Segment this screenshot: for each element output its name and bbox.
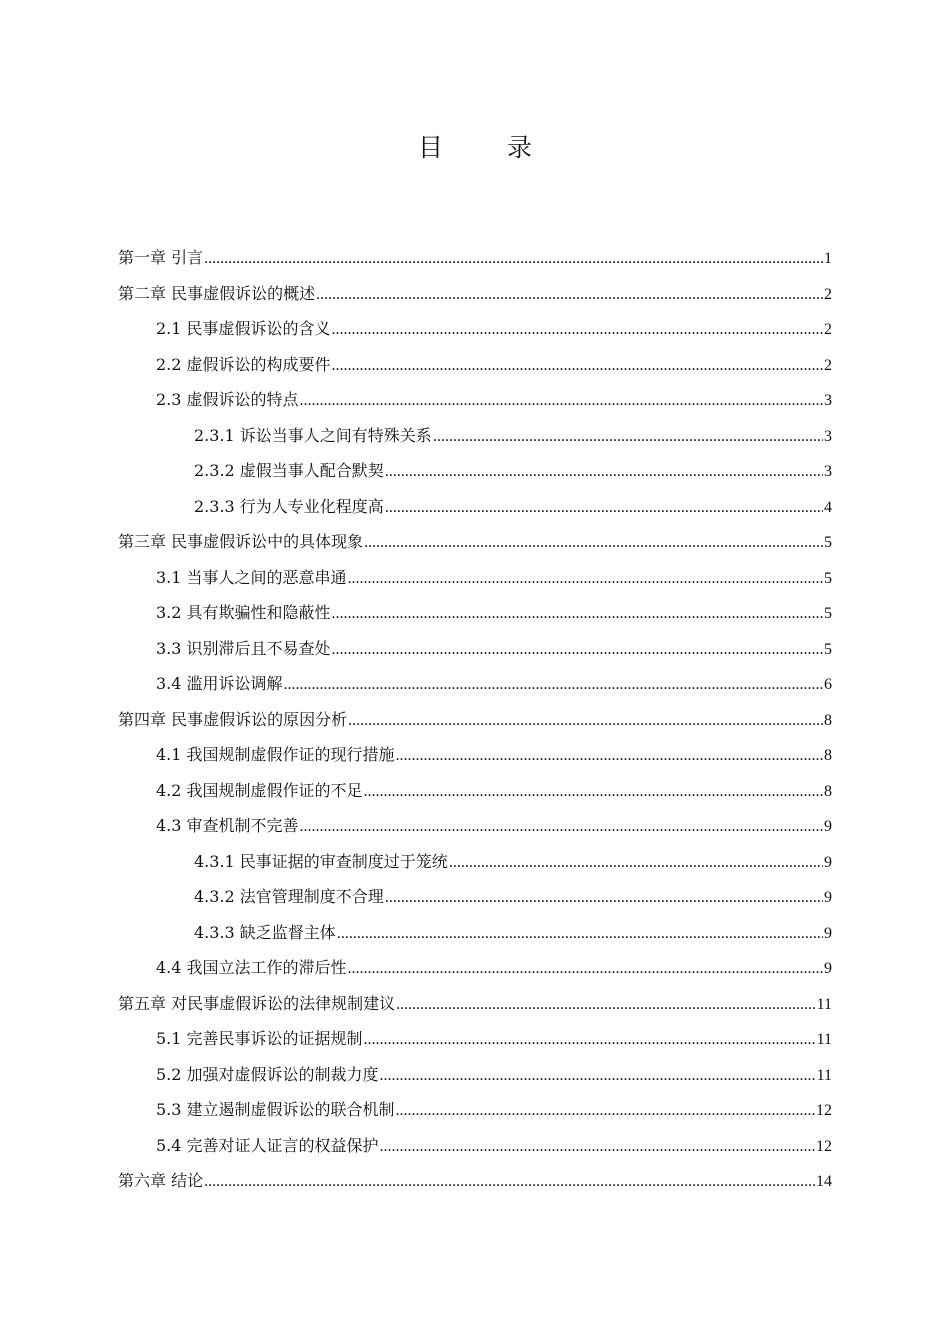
toc-entry[interactable]	[118, 530, 832, 554]
toc-page-number: 12	[816, 1102, 832, 1119]
toc-entry[interactable]	[118, 246, 832, 270]
toc-page-number: 5	[824, 534, 832, 551]
toc-entry-text: 3.2 具有欺骗性和隐蔽性	[156, 603, 331, 622]
toc-entry[interactable]	[194, 424, 832, 448]
toc-page-number: 3	[824, 463, 832, 480]
toc-entry-text: 4.3.3 缺乏监督主体	[194, 923, 336, 942]
toc-dot-leader	[348, 957, 823, 981]
toc-page-number: 4	[824, 499, 832, 516]
toc-dot-leader	[385, 496, 823, 520]
toc-page-number: 9	[824, 960, 832, 977]
toc-entry[interactable]	[194, 459, 832, 483]
toc-entry-text: 5.2 加强对虚假诉讼的制裁力度	[156, 1065, 379, 1084]
toc-dot-leader	[396, 1099, 815, 1123]
toc-page-number: 9	[824, 854, 832, 871]
toc-entry[interactable]	[156, 1063, 832, 1087]
toc-page-number: 3	[824, 428, 832, 445]
toc-dot-leader	[364, 1028, 816, 1052]
toc-dot-leader	[396, 993, 816, 1017]
toc-page-number: 9	[824, 889, 832, 906]
toc-page-number: 11	[816, 1067, 832, 1084]
toc-entry[interactable]	[156, 637, 832, 661]
toc-entry-text: 2.3.2 虚假当事人配合默契	[194, 461, 384, 480]
toc-page-number: 9	[824, 818, 832, 835]
toc-entry-text: 4.1 我国规制虚假作证的现行措施	[156, 745, 395, 764]
toc-entry-text: 4.3.2 法官管理制度不合理	[194, 887, 384, 906]
toc-page-number: 2	[824, 321, 832, 338]
toc-entry-text: 2.3 虚假诉讼的特点	[156, 390, 299, 409]
toc-entry-text: 4.4 我国立法工作的滞后性	[156, 958, 347, 977]
toc-entry-text: 2.3.3 行为人专业化程度高	[194, 497, 384, 516]
toc-page-number: 6	[824, 676, 832, 693]
toc-entry[interactable]	[194, 850, 832, 874]
toc-entry[interactable]	[118, 1169, 832, 1193]
toc-entry-text: 5.4 完善对证人证言的权益保护	[156, 1136, 379, 1155]
toc-dot-leader	[316, 283, 823, 307]
toc-page-number: 8	[824, 747, 832, 764]
toc-dot-leader	[204, 247, 823, 271]
toc-dot-leader	[380, 1135, 815, 1159]
toc-page-number: 5	[824, 641, 832, 658]
toc-entry-text: 2.3.1 诉讼当事人之间有特殊关系	[194, 426, 432, 445]
toc-entry[interactable]	[194, 885, 832, 909]
toc-entry-text: 2.1 民事虚假诉讼的含义	[156, 319, 331, 338]
toc-dot-leader	[449, 851, 823, 875]
toc-page-number: 5	[824, 570, 832, 587]
toc-entry[interactable]	[156, 672, 832, 696]
toc-entry-text: 第六章 结论	[118, 1171, 204, 1190]
toc-title: 目 录	[418, 133, 560, 162]
toc-entry-text: 第三章 民事虚假诉讼中的具体现象	[118, 532, 364, 551]
toc-page-number: 8	[824, 712, 832, 729]
toc-dot-leader	[284, 673, 823, 697]
toc-entry-text: 第二章 民事虚假诉讼的概述	[118, 284, 316, 303]
toc-entry[interactable]	[156, 779, 832, 803]
toc-dot-leader	[396, 744, 823, 768]
toc-dot-leader	[332, 638, 823, 662]
toc-dot-leader	[433, 425, 823, 449]
toc-dot-leader	[380, 1064, 816, 1088]
toc-page-number: 11	[816, 996, 832, 1013]
toc-entry[interactable]	[156, 353, 832, 377]
toc-dot-leader	[348, 567, 823, 591]
toc-entry[interactable]	[156, 814, 832, 838]
toc-entry[interactable]	[118, 992, 832, 1016]
toc-entry[interactable]	[118, 282, 832, 306]
toc-page-number: 9	[824, 925, 832, 942]
toc-page-number: 2	[824, 357, 832, 374]
toc-entry-text: 3.3 识别滞后且不易查处	[156, 639, 331, 658]
toc-entry-text: 第一章 引言	[118, 248, 204, 267]
toc-entry-text: 3.1 当事人之间的恶意串通	[156, 568, 347, 587]
toc-dot-leader	[332, 354, 823, 378]
toc-page-number: 12	[816, 1138, 832, 1155]
toc-entry[interactable]	[156, 317, 832, 341]
toc-entry-text: 第四章 民事虚假诉讼的原因分析	[118, 710, 348, 729]
toc-entry[interactable]	[156, 743, 832, 767]
toc-page-number: 5	[824, 605, 832, 622]
toc-entry-text: 4.3.1 民事证据的审查制度过于笼统	[194, 852, 448, 871]
toc-page-number: 11	[816, 1031, 832, 1048]
toc-dot-leader	[364, 780, 823, 804]
toc-dot-leader	[348, 709, 823, 733]
toc-page-number: 8	[824, 783, 832, 800]
toc-page-number: 14	[816, 1173, 832, 1190]
toc-dot-leader	[332, 602, 823, 626]
toc-dot-leader	[385, 886, 823, 910]
toc-entry[interactable]	[156, 601, 832, 625]
toc-entry-text: 4.2 我国规制虚假作证的不足	[156, 781, 363, 800]
toc-dot-leader	[385, 460, 823, 484]
toc-entry[interactable]	[156, 1098, 832, 1122]
toc-entry-text: 2.2 虚假诉讼的构成要件	[156, 355, 331, 374]
toc-dot-leader	[204, 1170, 815, 1194]
toc-entry[interactable]	[194, 495, 832, 519]
toc-dot-leader	[300, 389, 823, 413]
toc-page-number: 3	[824, 392, 832, 409]
toc-entry-text: 5.1 完善民事诉讼的证据规制	[156, 1029, 363, 1048]
toc-entry[interactable]	[118, 708, 832, 732]
toc-entry[interactable]	[156, 1134, 832, 1158]
toc-entry-text: 4.3 审查机制不完善	[156, 816, 299, 835]
toc-dot-leader	[332, 318, 823, 342]
toc-page-number: 1	[824, 250, 832, 267]
toc-dot-leader	[337, 922, 823, 946]
toc-page-number: 2	[824, 286, 832, 303]
toc-entry[interactable]	[156, 566, 832, 590]
toc-entry-text: 第五章 对民事虚假诉讼的法律规制建议	[118, 994, 396, 1013]
toc-entry-text: 3.4 滥用诉讼调解	[156, 674, 283, 693]
toc-entry[interactable]	[156, 956, 832, 980]
toc-entry[interactable]	[194, 921, 832, 945]
toc-entry-text: 5.3 建立遏制虚假诉讼的联合机制	[156, 1100, 395, 1119]
toc-dot-leader	[300, 815, 823, 839]
toc-entry[interactable]	[156, 388, 832, 412]
toc-dot-leader	[364, 531, 823, 555]
toc-entry[interactable]	[156, 1027, 832, 1051]
